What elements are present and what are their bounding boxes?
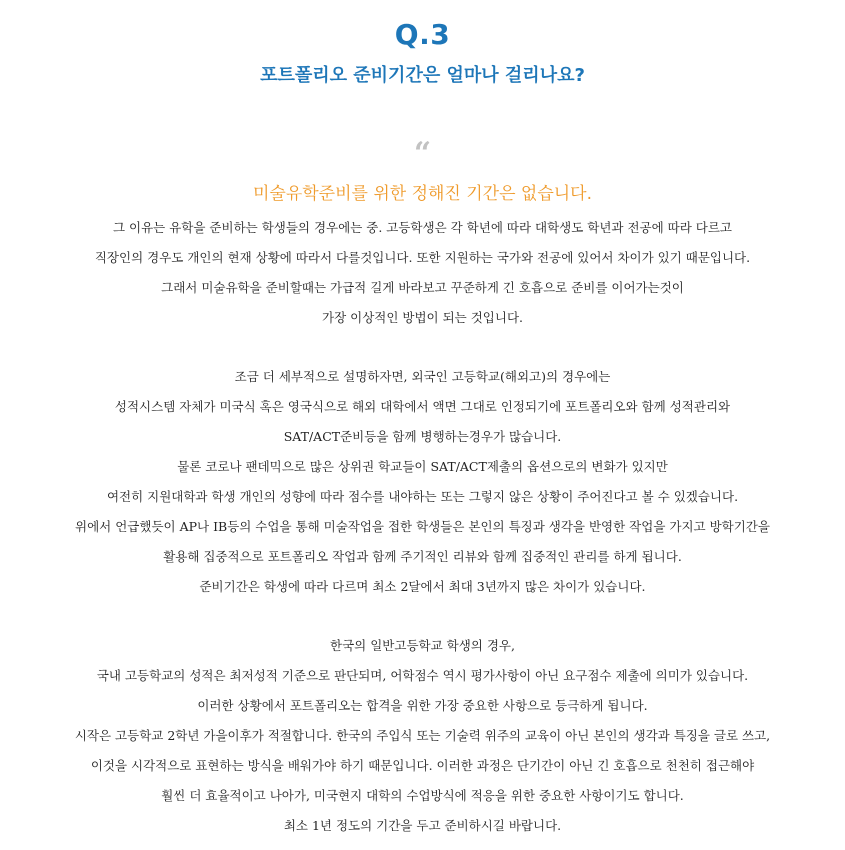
body-line: 국내 고등학교의 성적은 최저성적 기준으로 판단되며, 어학점수 역시 평가사항이 아닌 요구점수 제출에 의미가 있습니다.: [96, 668, 749, 684]
body-line: 활용해 집중적으로 포트폴리오 작업과 함께 주기적인 리뷰와 함께 집중적인 관리를 하게 됩니다.: [163, 548, 682, 564]
body-line: 그래서 미술유학을 준비할때는 가급적 길게 바라보고 꾸준하게 긴 호흡으로 준비를 이어가는것이: [161, 279, 684, 295]
question-title: 포트폴리오 준비기간은 얼마나 걸리나요?: [260, 65, 585, 86]
body-line: SAT/ACT준비등을 함께 병행하는경우가 많습니다.: [283, 429, 562, 445]
body-line: 조금 더 세부적으로 설명하자면, 외국인 고등학교(해외고)의 경우에는: [234, 369, 611, 385]
body-line: 한국의 일반고등학교 학생의 경우,: [330, 638, 515, 654]
answer-headline: 미술유학준비를 위한 정해진 기간은 없습니다.: [252, 184, 593, 204]
body-line: 위에서 언급했듯이 AP나 IB등의 수업을 통해 미술작업을 접한 학생들은 본인의 특징과 생각을 반영한 작업을 가지고 방학기간을: [75, 518, 770, 534]
body-line: 성적시스템 자체가 미국식 혹은 영국식으로 해외 대학에서 액면 그대로 인정되기에 포트폴리오와 함께 성적관리와: [114, 399, 731, 415]
paragraph-spacer: [0, 333, 845, 363]
body-line: 그 이유는 유학을 준비하는 학생들의 경우에는 중. 고등학생은 각 학년에 따라 대학생도 학년과 전공에 따라 다르고: [112, 220, 733, 235]
body-line: 이것을 시각적으로 표현하는 방식을 배워가야 하기 때문입니다. 이러한 과정은 단기간이 아닌 긴 호흡으로 천천히 접근해야: [90, 758, 755, 774]
body-line: 이러한 상황에서 포트폴리오는 합격을 위한 가장 중요한 사항으로 등극하게 됩니다.: [197, 698, 648, 714]
quote-icon: “: [413, 136, 432, 171]
body-line: 훨씬 더 효율적이고 나아가, 미국현지 대학의 수업방식에 적응을 위한 중요한 사항이기도 합니다.: [161, 787, 684, 803]
paragraph-spacer: [0, 602, 845, 632]
body-line: 시작은 고등학교 2학년 가을이후가 적절합니다. 한국의 주입식 또는 기술력 위주의 교육이 아닌 본인의 생각과 특징을 글로 쓰고,: [74, 728, 771, 744]
body-line: 준비기간은 학생에 따라 다르며 최소 2달에서 최대 3년까지 많은 차이가 있습니다.: [199, 578, 646, 594]
body-line: 가장 이상적인 방법이 되는 것입니다.: [322, 309, 523, 325]
body-line: 직장인의 경우도 개인의 현재 상황에 따라서 다를것입니다. 또한 지원하는 국가와 전공에 있어서 차이가 있기 때문입니다.: [94, 249, 751, 265]
body-line: 물론 코로나 팬데믹으로 많은 상위권 학교들이 SAT/ACT제출의 옵션으로의 변화가 있지만: [177, 459, 668, 475]
question-number: Q.3: [394, 18, 451, 51]
body-line: 여전히 지원대학과 학생 개인의 성향에 따라 점수를 내야하는 또는 그렇지 않은 상황이 주어진다고 볼 수 있겠습니다.: [106, 489, 739, 505]
body-line: 최소 1년 정도의 기간을 두고 준비하시길 바랍니다.: [283, 817, 562, 833]
answer-body: [0, 213, 845, 841]
